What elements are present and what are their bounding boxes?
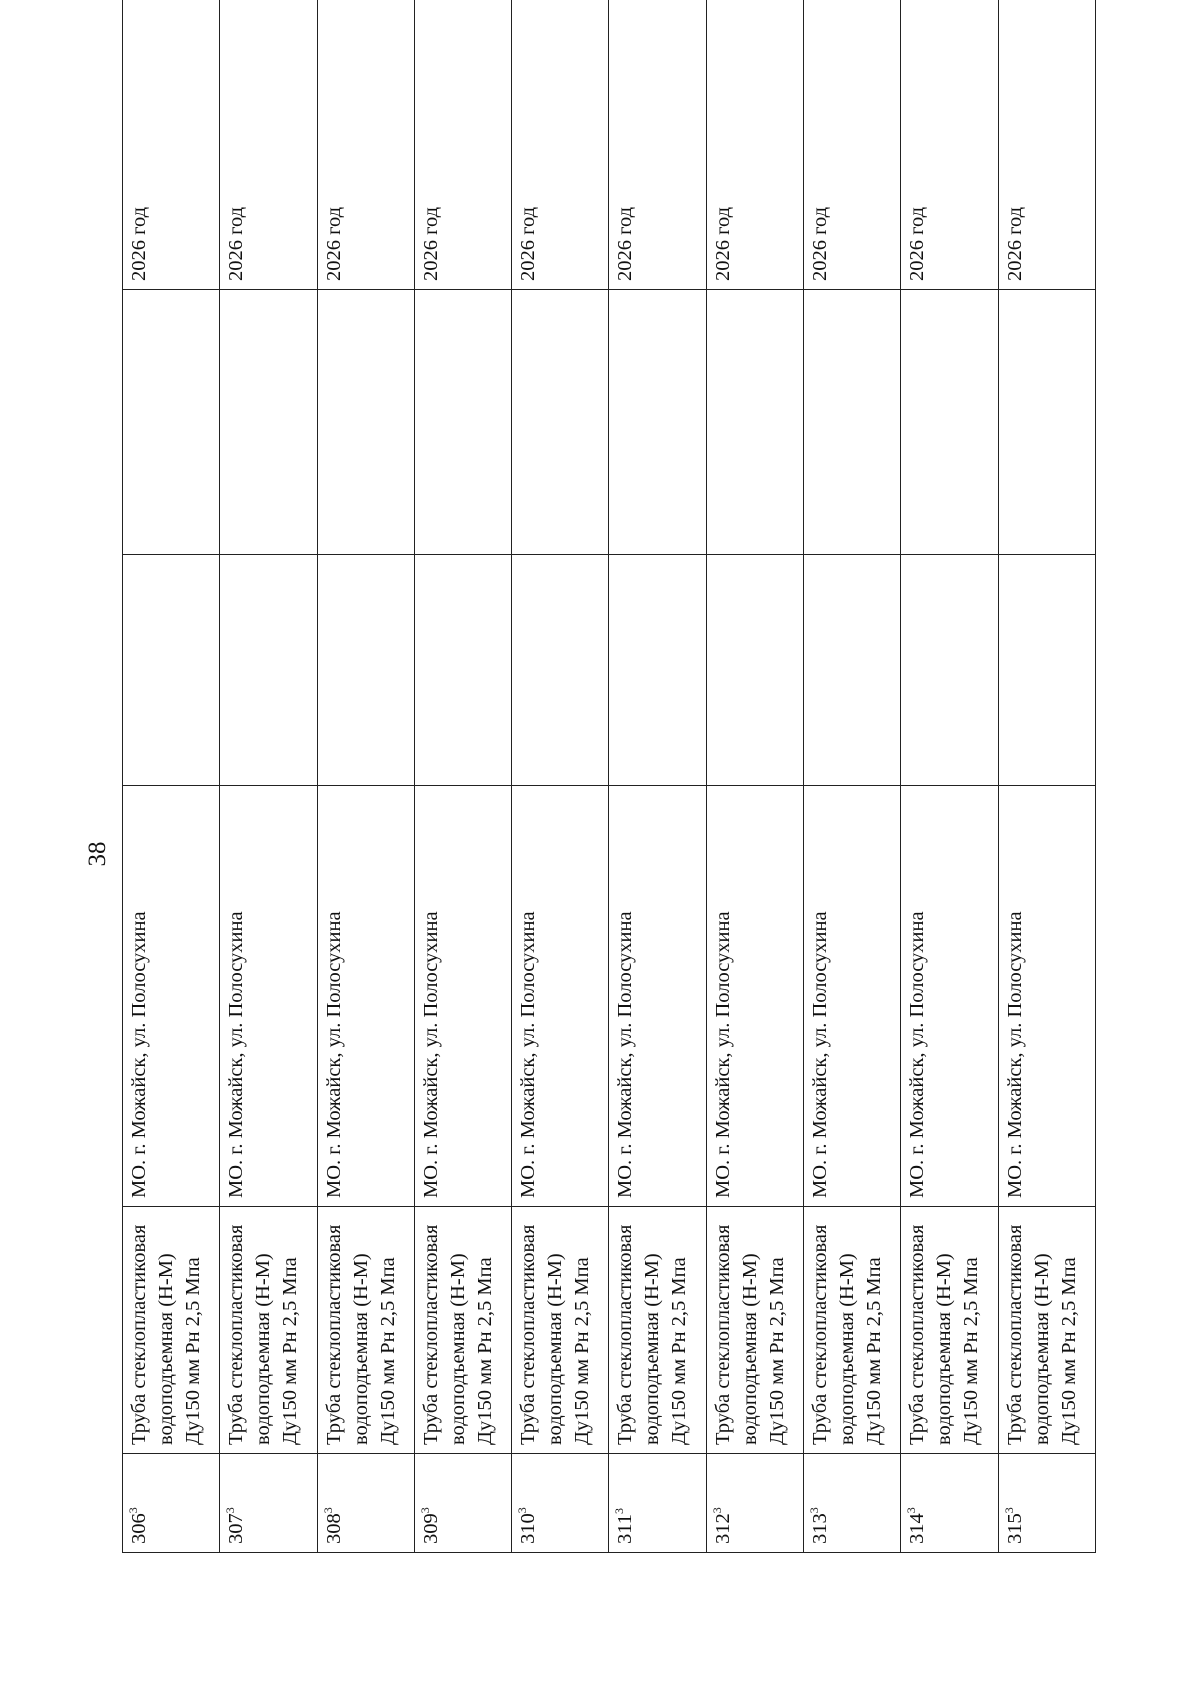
address-cell: МО. г. Можайск, ул. Полосухина: [706, 786, 803, 1207]
year-cell: 2026 год: [706, 0, 803, 290]
rotated-table-wrapper: [122, 98, 1096, 1553]
row-number: 306: [128, 1513, 150, 1544]
row-number-superscript: 3: [223, 1507, 238, 1514]
row-number: 314: [906, 1513, 929, 1544]
row-number: 309: [419, 1513, 442, 1544]
empty-cell: [220, 290, 317, 555]
page-number: 38: [84, 841, 111, 867]
row-number: 312: [711, 1513, 734, 1544]
address-cell: МО. г. Можайск, ул. Полосухина: [804, 786, 901, 1207]
table-row: [706, 0, 803, 1553]
empty-cell: [706, 290, 803, 555]
item-name-cell: Труба стеклопластиковая водоподъемная (Н-М) Ду150 мм Рн 2,5 Мпа: [706, 1207, 803, 1454]
row-number-cell: [706, 1454, 803, 1553]
table-row: [512, 0, 609, 1553]
address-cell: МО. г. Можайск, ул. Полосухина: [998, 786, 1095, 1207]
year-cell: 2026 год: [609, 0, 706, 290]
empty-cell: [512, 555, 609, 786]
row-number: 311: [614, 1514, 637, 1544]
row-number-cell: [609, 1454, 706, 1553]
row-number: 307: [225, 1513, 248, 1544]
address-cell: МО. г. Можайск, ул. Полосухина: [901, 786, 998, 1207]
table-row: [414, 0, 511, 1553]
table-row: [998, 0, 1095, 1553]
item-name-cell: Труба стеклопластиковая водоподъемная (Н-М) Ду150 мм Рн 2,5 Мпа: [998, 1207, 1095, 1454]
row-number-superscript: 3: [320, 1507, 335, 1514]
row-number-cell: [512, 1454, 609, 1553]
empty-cell: [804, 555, 901, 786]
row-number-cell: [414, 1454, 511, 1553]
empty-cell: [414, 290, 511, 555]
row-number-cell: [998, 1454, 1095, 1553]
item-name-cell: Труба стеклопластиковая водоподъемная (Н-М) Ду150 мм Рн 2,5 Мпа: [512, 1207, 609, 1454]
row-number-cell: [123, 1454, 220, 1553]
empty-cell: [123, 555, 220, 786]
empty-cell: [901, 290, 998, 555]
year-cell: 2026 год: [220, 0, 317, 290]
empty-cell: [706, 555, 803, 786]
empty-cell: [998, 555, 1095, 786]
row-number-cell: [317, 1454, 414, 1553]
empty-cell: [317, 290, 414, 555]
row-number-superscript: 3: [807, 1507, 822, 1514]
item-name-cell: Труба стеклопластиковая водоподъемная (Н-М) Ду150 мм Рн 2,5 Мпа: [901, 1207, 998, 1454]
year-cell: 2026 год: [901, 0, 998, 290]
empty-cell: [609, 555, 706, 786]
item-name-cell: Труба стеклопластиковая водоподъемная (Н-М) Ду150 мм Рн 2,5 Мпа: [414, 1207, 511, 1454]
row-number-superscript: 3: [515, 1507, 530, 1514]
row-number-superscript: 3: [612, 1508, 627, 1514]
table-row: [804, 0, 901, 1553]
empty-cell: [901, 555, 998, 786]
address-cell: МО. г. Можайск, ул. Полосухина: [317, 786, 414, 1207]
row-number: 315: [1003, 1513, 1026, 1544]
year-cell: 2026 год: [317, 0, 414, 290]
address-cell: МО. г. Можайск, ул. Полосухина: [123, 786, 220, 1207]
item-name-cell: Труба стеклопластиковая водоподъемная (Н-М) Ду150 мм Рн 2,5 Мпа: [317, 1207, 414, 1454]
item-name-cell: Труба стеклопластиковая водоподъемная (Н-М) Ду150 мм Рн 2,5 Мпа: [123, 1207, 220, 1454]
year-cell: 2026 год: [123, 0, 220, 290]
address-cell: МО. г. Можайск, ул. Полосухина: [609, 786, 706, 1207]
table-row: [220, 0, 317, 1553]
year-cell: 2026 год: [804, 0, 901, 290]
address-cell: МО. г. Можайск, ул. Полосухина: [512, 786, 609, 1207]
row-number-cell: [220, 1454, 317, 1553]
empty-cell: [998, 290, 1095, 555]
row-number-superscript: 3: [904, 1507, 919, 1514]
table-row: [609, 0, 706, 1553]
equipment-table: [122, 0, 1096, 1553]
item-name-cell: Труба стеклопластиковая водоподъемная (Н-М) Ду150 мм Рн 2,5 Мпа: [609, 1207, 706, 1454]
row-number: 313: [809, 1513, 832, 1544]
empty-cell: [317, 555, 414, 786]
year-cell: 2026 год: [414, 0, 511, 290]
empty-cell: [123, 290, 220, 555]
row-number-superscript: 3: [1001, 1507, 1016, 1514]
row-number-cell: [804, 1454, 901, 1553]
empty-cell: [414, 555, 511, 786]
empty-cell: [804, 290, 901, 555]
empty-cell: [609, 290, 706, 555]
table-row: [123, 0, 220, 1553]
table-row: [901, 0, 998, 1553]
row-number-superscript: 3: [126, 1507, 141, 1514]
address-cell: МО. г. Можайск, ул. Полосухина: [414, 786, 511, 1207]
row-number-superscript: 3: [418, 1507, 433, 1514]
empty-cell: [512, 290, 609, 555]
row-number: 308: [322, 1513, 345, 1544]
item-name-cell: Труба стеклопластиковая водоподъемная (Н-М) Ду150 мм Рн 2,5 Мпа: [804, 1207, 901, 1454]
item-name-cell: Труба стеклопластиковая водоподъемная (Н-М) Ду150 мм Рн 2,5 Мпа: [220, 1207, 317, 1454]
address-cell: МО. г. Можайск, ул. Полосухина: [220, 786, 317, 1207]
empty-cell: [220, 555, 317, 786]
row-number: 310: [517, 1513, 540, 1544]
row-number-superscript: 3: [709, 1507, 724, 1514]
table-row: [317, 0, 414, 1553]
row-number-cell: [901, 1454, 998, 1553]
year-cell: 2026 год: [512, 0, 609, 290]
year-cell: 2026 год: [998, 0, 1095, 290]
equipment-table-container: [122, 98, 1096, 1553]
